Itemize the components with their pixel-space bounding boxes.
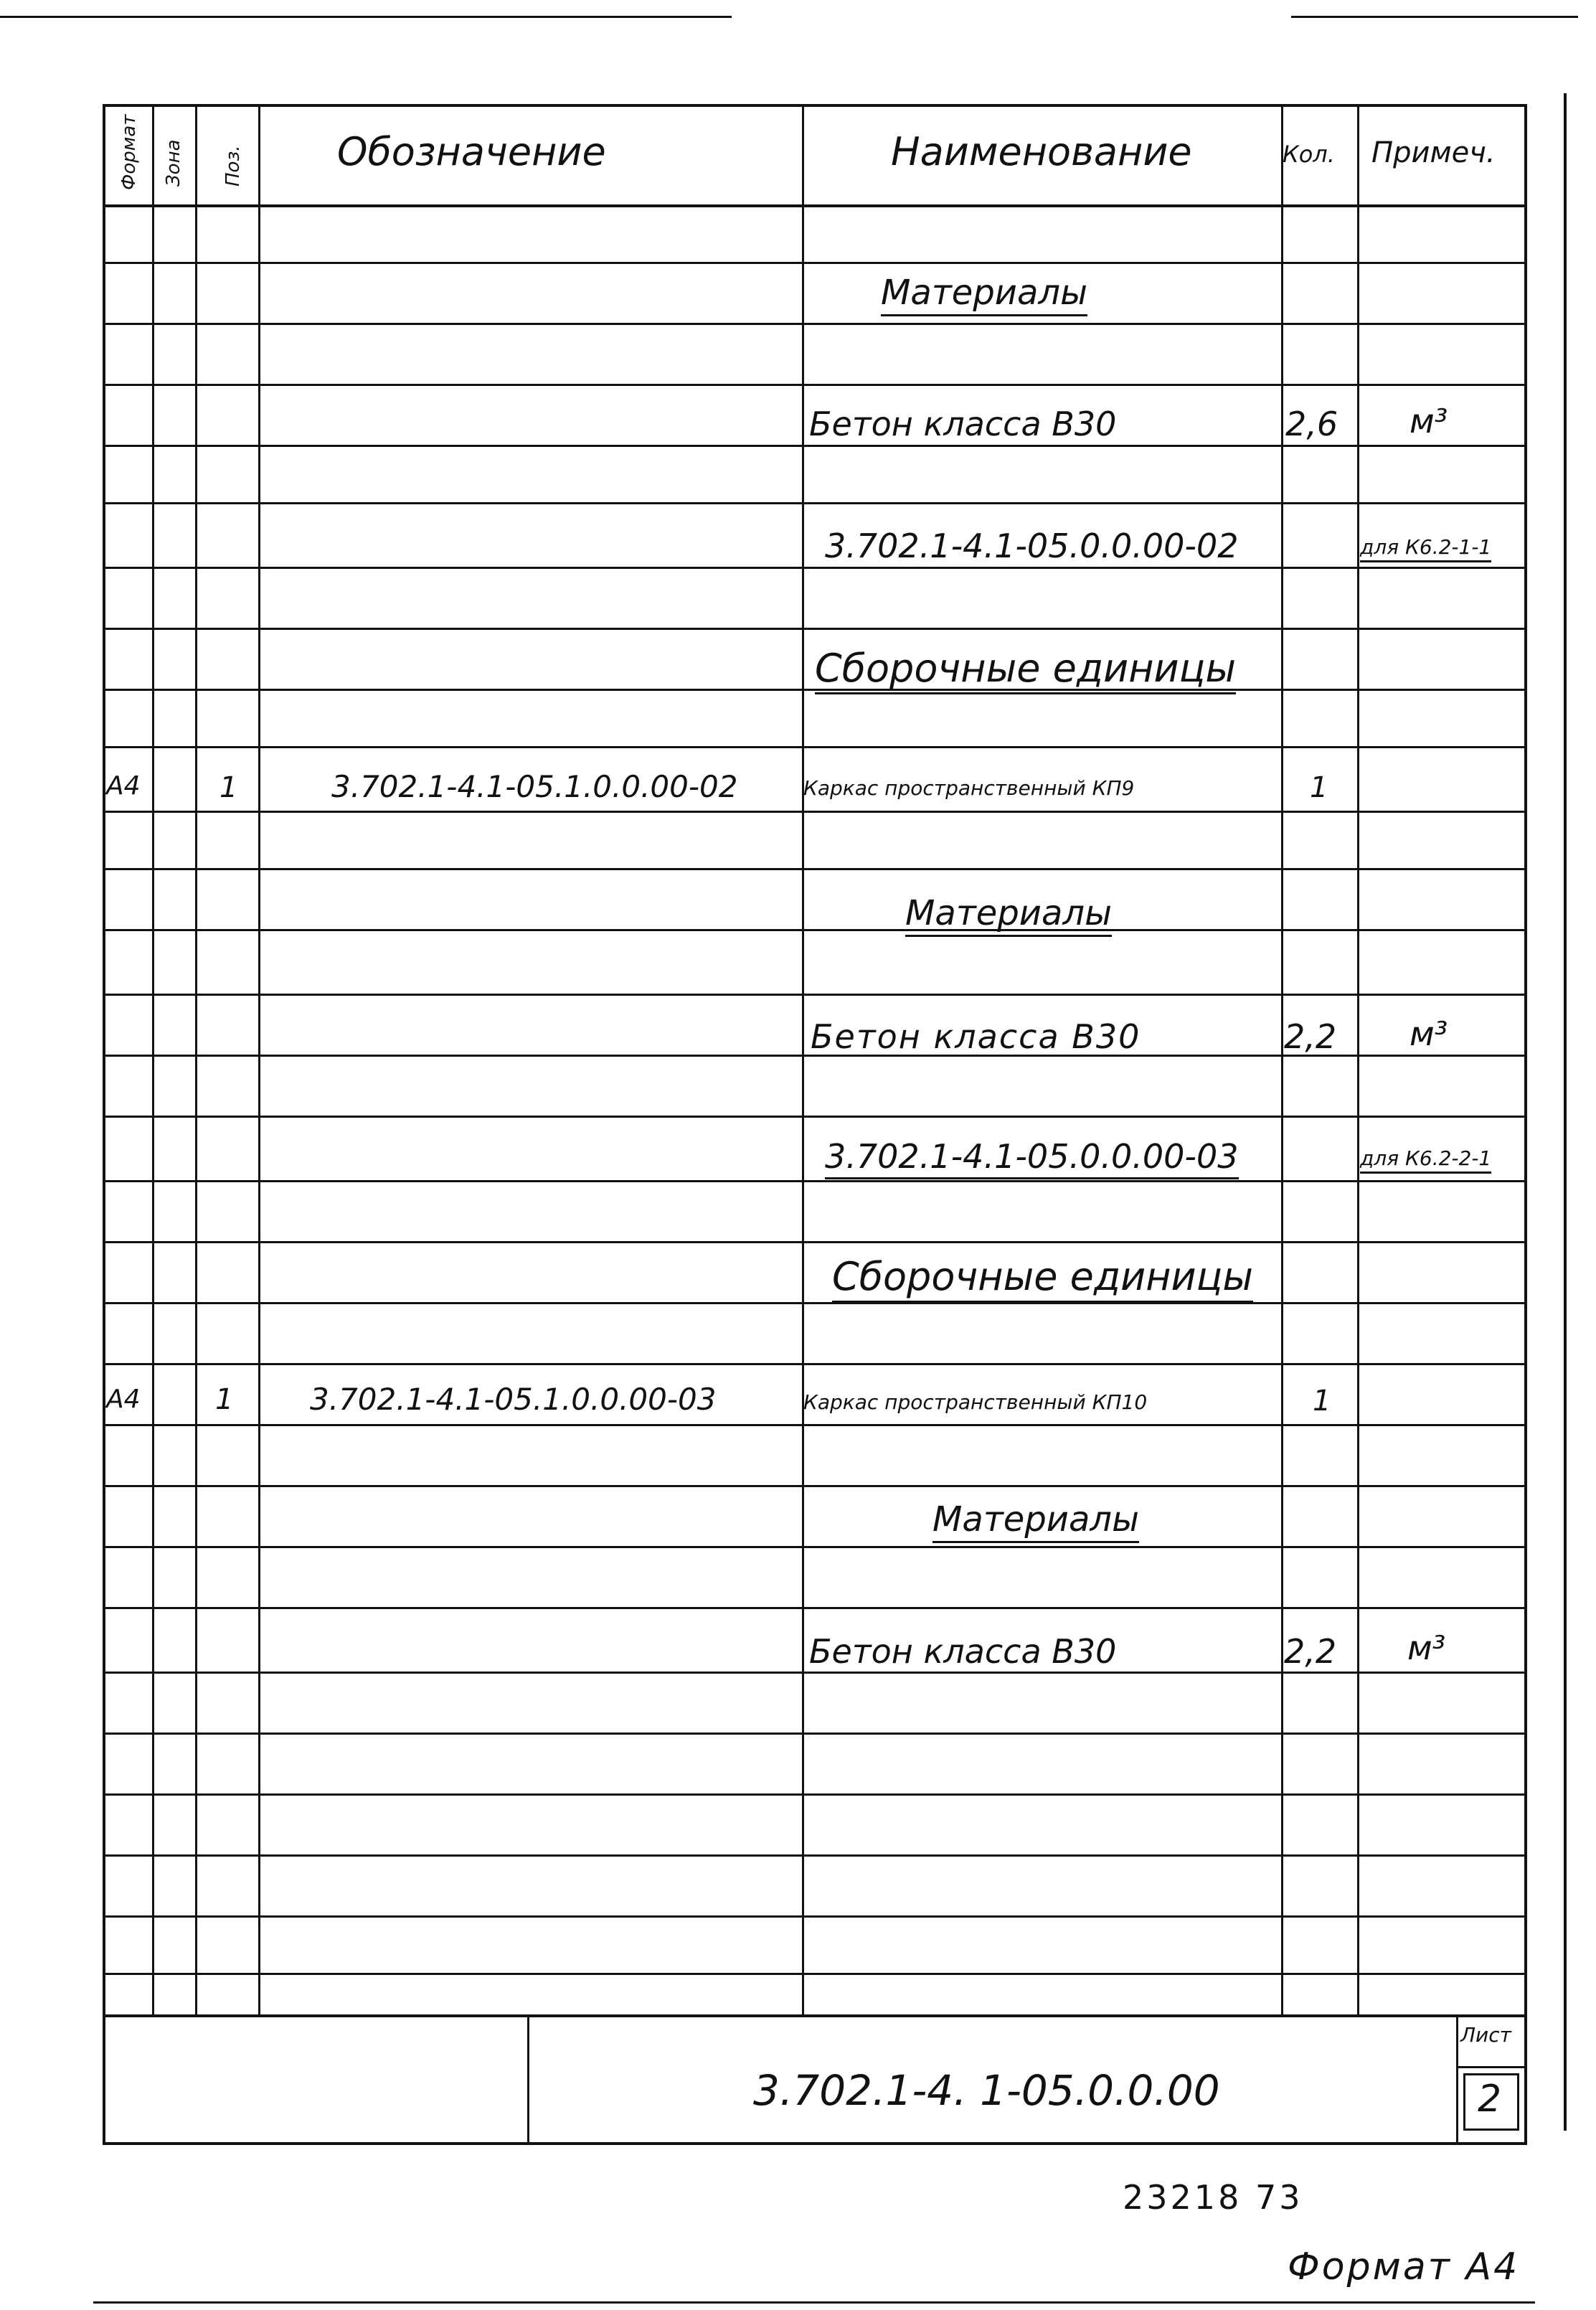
row-line (103, 262, 1527, 264)
row-line (103, 1116, 1527, 1118)
row-line (103, 1854, 1527, 1857)
row5-designation: 3.702.1-4.1-05.1.0.0.00-02 (331, 769, 738, 804)
row-line (103, 1732, 1527, 1735)
row-line (103, 1241, 1527, 1243)
row2-name: Бетон класса В30 (809, 405, 1117, 443)
row-line (103, 1915, 1527, 1918)
row-line (103, 1180, 1527, 1182)
row7-qty: 2,2 (1284, 1017, 1337, 1056)
row-line (103, 502, 1527, 504)
row1-name: Материалы (881, 273, 1087, 316)
row-line (103, 1973, 1527, 1975)
row2-qty: 2,6 (1285, 405, 1338, 443)
row6-name: Материалы (905, 893, 1112, 937)
row-line (103, 445, 1527, 447)
row-line (103, 628, 1527, 630)
page-frame-right (1564, 93, 1567, 2131)
row10-pos: 1 (215, 1383, 234, 1416)
header-pos: Поз. (222, 145, 244, 187)
stamp-divider (527, 2014, 529, 2144)
col-sep-qty (1357, 104, 1359, 2016)
row-line (103, 1363, 1527, 1365)
row10-name: Каркас пространственный КП10 (803, 1390, 1148, 1414)
row3-name: 3.702.1-4.1-05.0.0.00-02 (825, 527, 1239, 569)
row11-name: Материалы (932, 1499, 1139, 1543)
row9-name: Сборочные единицы (832, 1254, 1253, 1303)
col-sep-designation (802, 104, 804, 2016)
col-sep-format (152, 104, 154, 2016)
row8-note: для К6.2-2-1 (1360, 1146, 1491, 1174)
row10-qty: 1 (1313, 1385, 1331, 1418)
row8-name: 3.702.1-4.1-05.0.0.00-03 (825, 1137, 1239, 1179)
stamp-bottom-line (103, 2142, 1527, 2145)
row-line (103, 929, 1527, 931)
col-sep-pos (258, 104, 260, 2016)
header-designation: Обозначение (337, 129, 606, 174)
row-line (103, 868, 1527, 870)
row-line (103, 1302, 1527, 1304)
row3-note: для К6.2-1-1 (1360, 535, 1491, 562)
row-line (103, 1793, 1527, 1796)
top-edge-line-left (0, 16, 732, 18)
row10-format: А4 (106, 1385, 141, 1414)
col-sep-zone (195, 104, 197, 2016)
header-format: Формат (118, 114, 140, 190)
row4-name: Сборочные единицы (815, 646, 1236, 694)
table-border-left (103, 104, 105, 2145)
table-border-top (103, 104, 1527, 107)
header-zone: Зона (163, 139, 184, 187)
table-border-right (1524, 104, 1527, 2145)
row-line (103, 1546, 1527, 1548)
row12-name: Бетон класса В30 (809, 1632, 1117, 1671)
row-line (103, 567, 1527, 569)
row-line (103, 1607, 1527, 1609)
sheet-number: 2 (1478, 2078, 1502, 2121)
top-edge-line-right (1291, 16, 1578, 18)
row12-qty: 2,2 (1284, 1632, 1337, 1671)
row-line (103, 384, 1527, 386)
row-line (103, 1672, 1527, 1674)
row2-unit: м³ (1410, 402, 1448, 440)
archive-number: 23218 73 (1123, 2178, 1303, 2217)
row5-qty: 1 (1310, 771, 1328, 804)
sheet-box-left (1456, 2014, 1458, 2144)
row-line (103, 1485, 1527, 1487)
stamp-top-line (103, 2014, 1527, 2017)
col-sep-name (1281, 104, 1283, 2016)
header-name: Наименование (891, 129, 1192, 174)
header-qty: Кол. (1283, 141, 1335, 168)
row5-pos: 1 (219, 771, 238, 804)
row10-designation: 3.702.1-4.1-05.1.0.0.00-03 (310, 1382, 717, 1417)
sheet-label: Лист (1460, 2023, 1511, 2047)
sheet-box-divider (1456, 2066, 1526, 2068)
row-line (103, 323, 1527, 325)
format-label: Формат А4 (1288, 2245, 1520, 2288)
row12-unit: м³ (1407, 1628, 1446, 1667)
row7-unit: м³ (1410, 1014, 1448, 1053)
row-line (103, 994, 1527, 996)
row-line (103, 1424, 1527, 1426)
stamp-code: 3.702.1-4. 1-05.0.0.00 (753, 2066, 1220, 2115)
bottom-edge-line (93, 2301, 1535, 2304)
row-line (103, 811, 1527, 813)
row5-name: Каркас пространственный КП9 (803, 776, 1135, 800)
row-line (103, 746, 1527, 748)
header-note: Примеч. (1371, 136, 1496, 169)
row7-name: Бетон класса В30 (811, 1017, 1141, 1056)
row5-format: А4 (106, 771, 141, 801)
header-bottom-line (103, 204, 1527, 207)
